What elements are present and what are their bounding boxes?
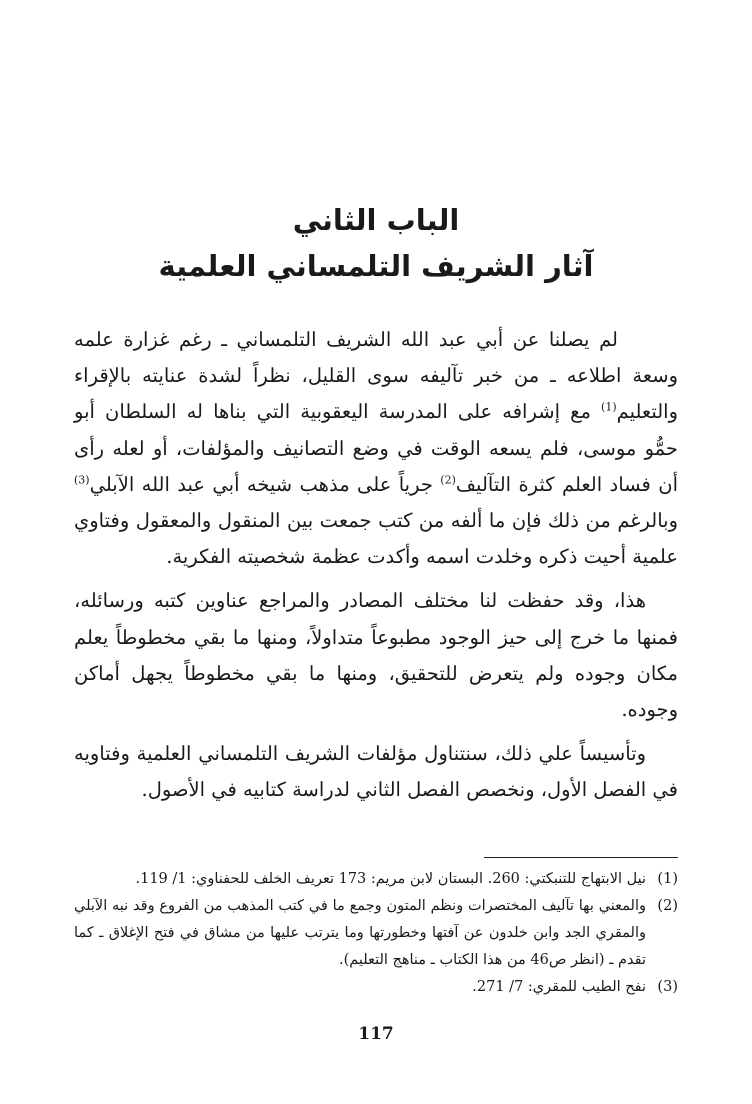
- footnote: [74, 893, 678, 974]
- chapter-title: الباب الثاني: [292, 203, 460, 237]
- paragraph-text: جرياً على مذهب شيخه أبي عبد الله الآبلي: [89, 472, 441, 496]
- body-text: [74, 322, 678, 817]
- footnote: [74, 866, 678, 893]
- footnote-ref: (3): [74, 473, 90, 487]
- paragraph-text: مع إشرافه على المدرسة اليعقوبية التي بناها له السلطان أبو حمُّو موسى، فلم يسعه الوقت في وضع التصانيف والمؤلفات، أو لعله رأى أن فساد العلم كثرة التآليف: [74, 400, 678, 496]
- page-number: 117: [358, 1024, 394, 1044]
- footnote-text: نيل الابتهاج للتنبكتي: 260. البستان لابن مريم: 173 تعريف الخلف للحفناوي: 1/ 119.: [135, 871, 646, 887]
- footnote-ref: (2): [440, 473, 456, 487]
- footnote: [74, 974, 678, 1001]
- footnote-divider: [484, 857, 678, 858]
- paragraph: وتأسيساً علي ذلك، سنتناول مؤلفات الشريف التلمساني العلمية وفتاويه في الفصل الأول، ونخصص الفصل الثاني لدراسة كتابيه في الأصول.: [74, 742, 678, 802]
- paragraph-text: وبالرغم من ذلك فإن ما ألفه من كتب جمعت بين المنقول والمعقول وفتاوي علمية أحيت ذكره وخلدت اسمه وأكدت عظمة شخصيته الفكرية.: [74, 509, 678, 569]
- paragraph-text: لم يصلنا عن أبي عبد الله الشريف التلمساني ـ رغم غزارة علمه وسعة اطلاعه ـ من خبر تآليفه سوى القليل، نظراً لشدة عنايته بالإقراء والتعليم: [74, 328, 678, 424]
- footnotes: [74, 866, 678, 1001]
- chapter-subtitle: آثار الشريف التلمساني العلمية: [158, 249, 594, 283]
- footnote-ref: (1): [601, 400, 617, 414]
- paragraph: [74, 322, 678, 575]
- footnote-text: والمعني بها تآليف المختصرات ونظم المتون وجمع ما في كتب المذهب من الفروع وقد نبه الآبلي والمقري الجد وابن خلدون عن آفتها وخطورتها وما يترتب عليها من مشاق في فتح الإغلاق ـ كما تقدم ـ (انظر ص46 من هذا الكتاب ـ مناهج التعليم).: [74, 898, 646, 968]
- paragraph: هذا، وقد حفظت لنا مختلف المصادر والمراجع عناوين كتبه ورسائله، فمنها ما خرج إلى حيز الوجود مطبوعاً متداولاً، ومنها ما بقي مخطوطاً يعلم مكان وجوده ولم يتعرض للتحقيق، ومنها ما بقي مخطوطاً يجهل أماكن وجوده.: [74, 589, 678, 722]
- chapter-heading: [0, 200, 752, 286]
- footnote-number: (3): [657, 979, 678, 995]
- footnote-number: (2): [657, 898, 678, 914]
- footnote-number: (1): [657, 871, 678, 887]
- footnote-text: نفح الطيب للمقري: 7/ 271.: [472, 979, 646, 995]
